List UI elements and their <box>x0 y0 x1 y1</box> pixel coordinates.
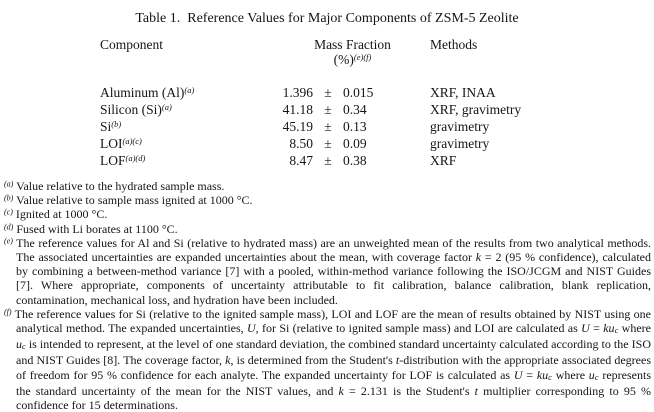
footnote-text: c <box>594 371 599 382</box>
footnote-text: k <box>475 250 482 265</box>
footnote-text: = 2.131 is the Student's <box>343 383 475 398</box>
footnote-text: t <box>395 353 400 368</box>
component-footnote-marker: (a) <box>184 85 195 95</box>
footnote-marker: (c) <box>4 207 13 217</box>
component-cell: $LOI^{(a)(c)}$ <box>100 136 142 151</box>
footnote-text: U <box>581 321 590 336</box>
footnote-text: c <box>614 325 619 336</box>
footnote-text: c <box>22 341 26 352</box>
footnote-marker: (d) <box>4 222 14 232</box>
footnote-text: represents the standard uncertainty of the mean for the NIST values, and <box>16 367 651 398</box>
footnote-text: = 2 (95 % confidence), calculated by combining a between-method variance [7] with a pooled, within-method variance following the ISO/JCGM and NIST Guides [7]. Where appropriate, components of uncertainty attributable to fit calibration, balance calibration, blank replication, contamination, mechanical loss, and hydration have been included. <box>16 250 651 307</box>
column-header-component: Component <box>100 37 163 52</box>
footnote-text: Value relative to sample mass ignited at 1000 °C. <box>16 193 253 208</box>
footnote-c <box>4 207 651 221</box>
mass-fraction-value-cell: 45.19 <box>282 119 313 134</box>
footnote-d <box>4 222 651 236</box>
footnote-text: c <box>548 371 552 382</box>
footnote-b <box>4 193 651 207</box>
footnote-text: u <box>588 367 595 382</box>
footnote-text: , for Si (relative to ignited sample mass) and LOI are calculated as <box>255 321 582 336</box>
components-table-body <box>100 84 521 169</box>
column-header-methods: Methods <box>430 37 478 52</box>
component-cell: Aluminum $(Al)^{(a)}$ <box>100 85 195 100</box>
mass-fraction-value-cell: 8.50 <box>289 136 313 151</box>
component-cell: Si$^{(b)}$ <box>100 119 122 134</box>
mass-fraction-label: Mass Fraction <box>314 37 391 52</box>
uncertainty-cell: 0.13 <box>343 119 367 134</box>
footnote-text: The reference values for Al and Si (relative to hydrated mass) are an unweighted mean of the results from two analytical methods. The associated uncertainties are expanded uncertainties about the mean, with coverage factor <box>16 235 651 265</box>
footnote-text: Ignited at 1000 °C. <box>15 207 108 222</box>
footnote-text: ku <box>603 321 615 336</box>
footnote-text: Value relative to the hydrated sample mass. <box>16 179 225 193</box>
table-title: Table 1. Reference Values for Major Components of ZSM-5 Zeolite <box>135 11 519 26</box>
component-cell: $LOF^{(a)(d)}$ <box>100 153 146 168</box>
footnote-text: k <box>225 353 231 368</box>
footnote-text: k <box>338 383 344 398</box>
footnote-text: u <box>16 337 22 352</box>
uncertainty-cell: 0.34 <box>343 102 367 117</box>
footnote-text: -distribution with the appropriate associated degrees of freedom for 95 % confidence for each analyte. The expanded uncertainty for LOF is calculated as <box>16 353 651 382</box>
uncertainty-cell: 0.09 <box>343 136 367 151</box>
methods-cell: XRF, INAA <box>430 85 496 100</box>
footnote-text: is intended to represent, at the level of one standard deviation, the combined standard uncertainty calculated according to the ISO and NIST Guides [8]. The coverage factor, <box>16 337 651 368</box>
footnote-marker: (a) <box>4 179 14 189</box>
plus-minus-cell: ± <box>324 136 332 151</box>
footnote-marker: (e) <box>4 236 13 246</box>
footnote-text: , is determined from the Student's <box>230 353 396 368</box>
footnote-text: The reference values for Si (relative to the ignited sample mass), LOI and LOF are the mean of results obtained by NIST using one analytical method. The expanded uncertainties, <box>14 306 651 336</box>
footnote-text: where <box>551 367 589 382</box>
footnote-text: multiplier corresponding to 95 % confidence for 15 determinations. <box>16 383 652 412</box>
footnote-f <box>4 307 651 412</box>
uncertainty-cell: 0.38 <box>343 153 367 168</box>
methods-cell: XRF, gravimetry <box>430 102 522 117</box>
footnote-text: = <box>522 367 537 382</box>
component-footnote-marker: (b) <box>111 119 122 129</box>
mass-fraction-footnote-marker: (e)(f) <box>353 52 372 62</box>
component-footnote-marker: (a)(d) <box>125 153 146 163</box>
mass-fraction-value-cell: 8.47 <box>289 153 313 168</box>
footnote-marker: (f) <box>4 307 12 317</box>
footnote-marker: (b) <box>4 193 14 203</box>
footnote-text: where <box>618 321 651 336</box>
column-header-mass-fraction <box>275 37 430 67</box>
plus-minus-cell: ± <box>324 85 332 100</box>
footnote-text: t <box>474 383 478 398</box>
mass-fraction-value-cell: 41.18 <box>282 102 313 117</box>
footnotes <box>4 179 651 412</box>
footnote-a <box>4 179 651 193</box>
plus-minus-cell: ± <box>324 102 332 117</box>
methods-cell: gravimetry <box>430 136 490 151</box>
methods-cell: gravimetry <box>430 119 490 134</box>
footnote-text: Fused with Li borates at 1100 °C. <box>16 221 178 236</box>
mass-fraction-value-cell: 1.396 <box>282 85 313 100</box>
component-footnote-marker: (a)(c) <box>122 136 142 146</box>
footnote-text: ku <box>536 367 549 382</box>
mass-fraction-unit: (%) <box>333 52 354 67</box>
footnote-e <box>4 236 651 307</box>
footnote-text: U <box>513 367 523 382</box>
component-footnote-marker: (a) <box>161 102 172 112</box>
methods-cell: XRF <box>430 153 457 168</box>
footnote-text: U <box>247 321 256 336</box>
table-header <box>100 37 477 67</box>
uncertainty-cell: 0.015 <box>343 85 374 100</box>
plus-minus-cell: ± <box>324 119 332 134</box>
plus-minus-cell: ± <box>324 153 332 168</box>
footnote-text: = <box>589 321 604 336</box>
component-cell: Silicon $(Si)^{(a)}$ <box>100 102 172 117</box>
